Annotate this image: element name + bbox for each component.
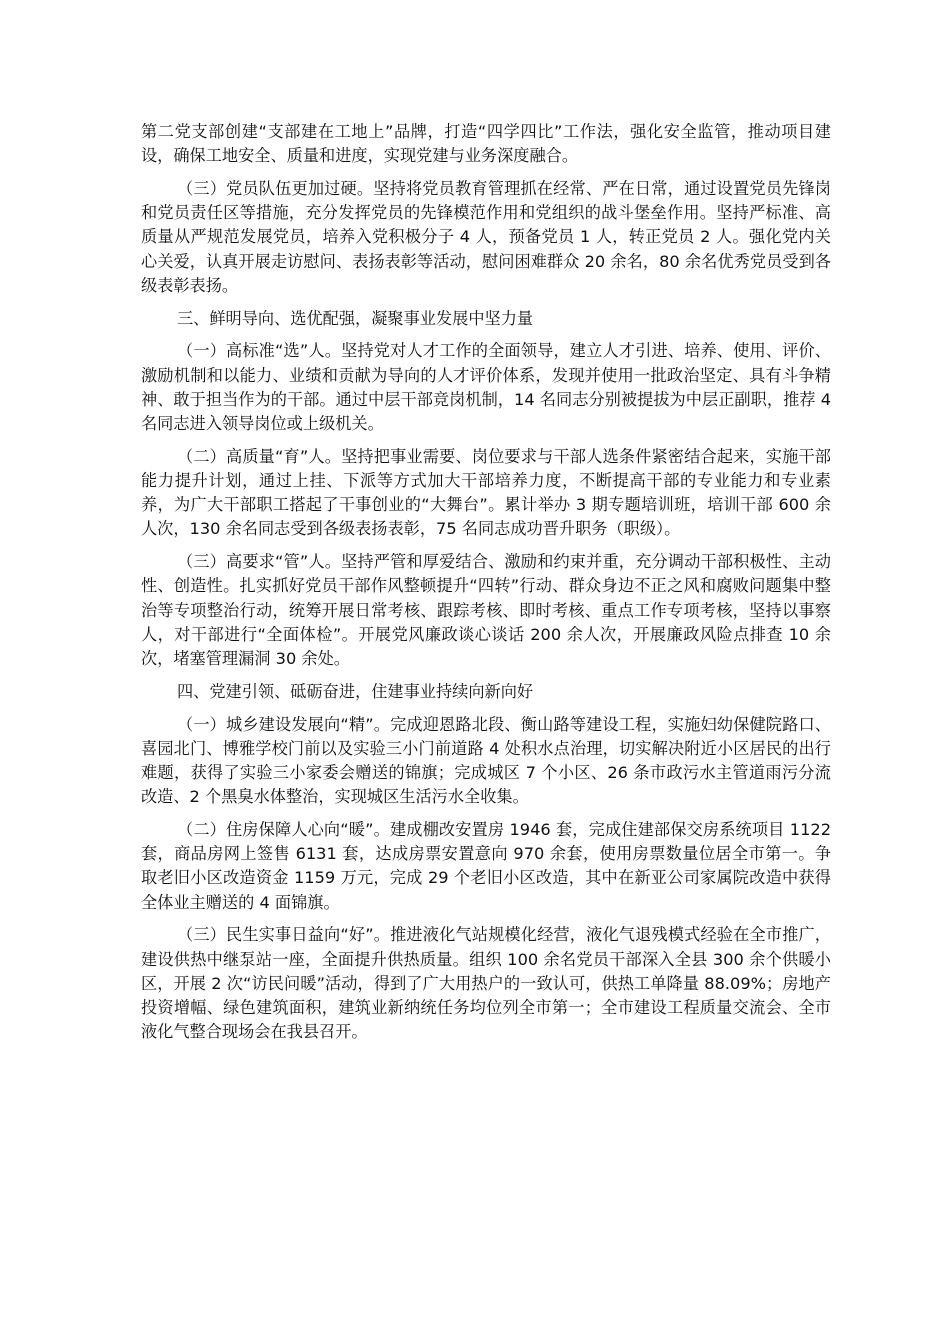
paragraph-livelihood-projects: （三）民生实事日益向“好”。推进液化气站规模化经营，液化气退残模式经验在全市推广，建设供热中继泵站一座，全面提升供热质量。组织 100 余名党员干部深入全县 300 余个供暖小区，开展 2 次“访民问暖”活动，得到了广大用热户的一致认可，供热工单降量 88.09%；房地产投资增幅、绿色建筑面积，建筑业新纳统任务均位列全市第一；全市建设工程质量交流会、全市液化气整合现场会在我县召开。 <box>141 925 831 1042</box>
document-page <box>141 120 831 1053</box>
section-heading-4: 四、党建引领、砥砺奋进，住建事业持续向新向好 <box>177 681 534 701</box>
section-heading-3: 三、鲜明导向、选优配强，凝聚事业发展中坚力量 <box>177 308 534 328</box>
paragraph-continuation: 第二党支部创建“支部建在工地上”品牌，打造“四学四比”工作法，强化安全监管，推动项目建设，确保工地安全、质量和进度，实现党建与业务深度融合。 <box>141 122 831 166</box>
paragraph-party-member-team: （三）党员队伍更加过硬。坚持将党员教育管理抓在经常、严在日常，通过设置党员先锋岗和党员责任区等措施，充分发挥党员的先锋模范作用和党组织的战斗堡垒作用。坚持严标准、高质量从严规范发展党员，培养入党积极分子 4 人，预备党员 1 人，转正党员 2 人。强化党内关心关爱，认真开展走访慰问、表扬表彰等活动，慰问困难群众 20 余名，80 余名优秀党员受到各级表彰表扬。 <box>141 179 831 295</box>
paragraph-cultivate-talent: （二）高质量“育”人。坚持把事业需要、岗位要求与干部人选条件紧密结合起来，实施干部能力提升计划，通过上挂、下派等方式加大干部培养力度，不断提高干部的专业能力和专业素养，为广大干部职工搭起了干事创业的“大舞台”。累计举办 3 期专题培训班，培训干部 600 余人次，130 余名同志受到各级表扬表彰，75 名同志成功晋升职务（职级）。 <box>141 446 831 539</box>
paragraph-select-talent: （一）高标准“选”人。坚持党对人才工作的全面领导，建立人才引进、培养、使用、评价、激励机制和以能力、业绩和贡献为导向的人才评价体系，发现并使用一批政治坚定、具有斗争精神、敢于担当作为的干部。通过中层干部竞岗机制，14 名同志分别被提拔为中层正副职，推荐 4 名同志进入领导岗位或上级机关。 <box>141 341 831 434</box>
paragraph-manage-talent: （三）高要求“管”人。坚持严管和厚爱结合、激励和约束并重，充分调动干部积极性、主动性、创造性。扎实抓好党员干部作风整顿提升“四转”行动、群众身边不正之风和腐败问题集中整治等专项整治行动，统筹开展日常考核、跟踪考核、即时考核、重点工作专项考核，坚持以事察人，对干部进行“全面体检”。开展党风廉政谈心谈话 200 余人次，开展廉政风险点排查 10 余次，堵塞管理漏洞 30 余处。 <box>141 552 831 669</box>
paragraph-housing-security: （二）住房保障人心向“暖”。建成棚改安置房 1946 套，完成住建部保交房系统项目 1122 套，商品房网上签售 6131 套，达成房票安置意向 970 余套，使用房票数量位居全市第一。争取老旧小区改造资金 1159 万元，完成 29 个老旧小区改造，其中在新亚公司家属院改造中获得全体业主赠送的 4 面锦旗。 <box>141 820 831 912</box>
paragraph-urban-construction: （一）城乡建设发展向“精”。完成迎恩路北段、衡山路等建设工程，实施妇幼保健院路口、喜园北门、博雅学校门前以及实验三小门前道路 4 处积水点治理，切实解决附近小区居民的出行难题，获得了实验三小家委会赠送的锦旗；完成城区 7 个小区、26 条市政污水主管道雨污分流改造、2 个黑臭水体整治，实现城区生活污水全收集。 <box>141 714 831 807</box>
